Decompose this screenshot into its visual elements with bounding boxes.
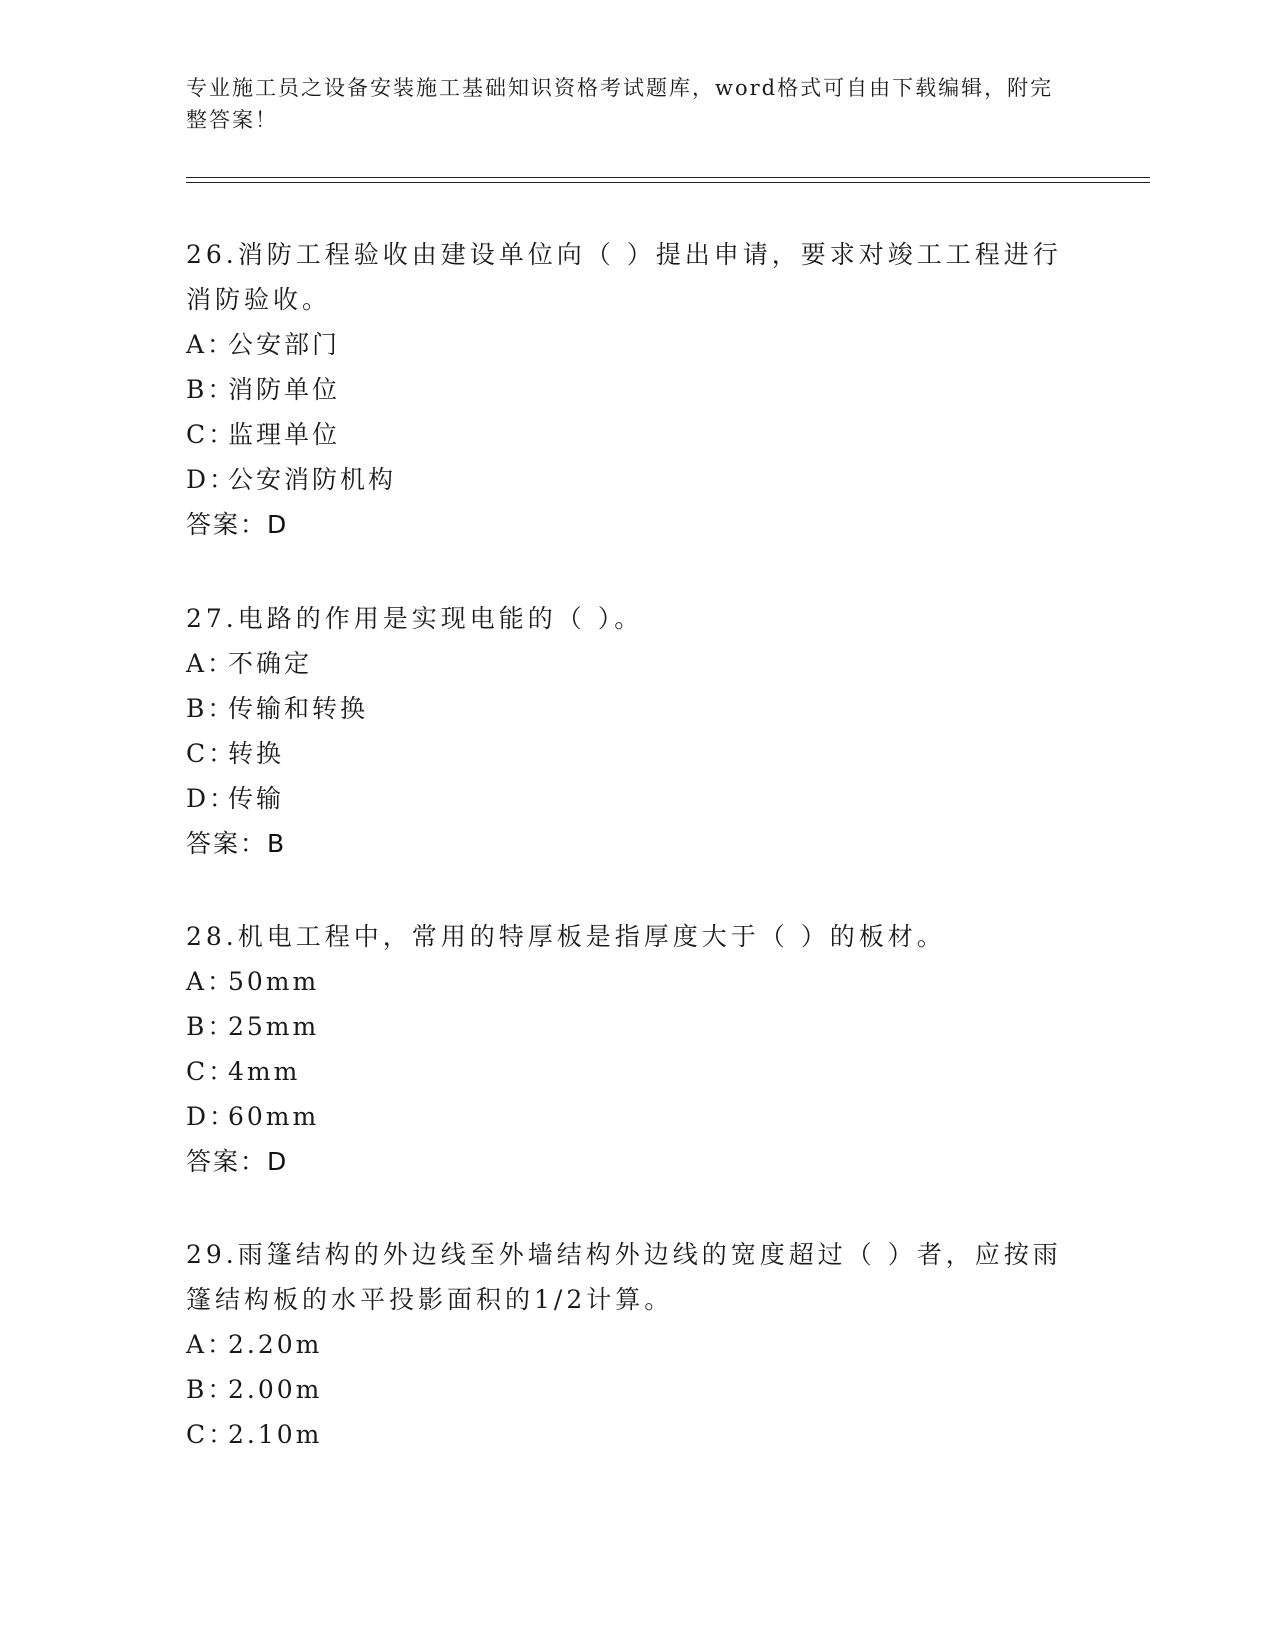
option-text: 转换 bbox=[228, 739, 285, 768]
header-divider-line bbox=[186, 177, 1150, 178]
option-b bbox=[186, 1367, 1066, 1412]
option-b bbox=[186, 686, 1066, 731]
option-text: 50mm bbox=[228, 967, 320, 996]
option-a bbox=[186, 641, 1066, 686]
option-a bbox=[186, 959, 1066, 1004]
option-letter: C： bbox=[186, 420, 237, 449]
option-c bbox=[186, 1412, 1066, 1457]
option-text: 2.00m bbox=[228, 1375, 323, 1404]
option-a bbox=[186, 322, 1066, 367]
question-28 bbox=[186, 914, 1066, 1184]
question-stem: 29.雨篷结构的外边线至外墙结构外边线的宽度超过（ ）者，应按雨篷结构板的水平投影面积的1/2计算。 bbox=[186, 1240, 1062, 1314]
option-letter: A： bbox=[186, 1330, 236, 1359]
option-text: 不确定 bbox=[228, 649, 313, 678]
option-c bbox=[186, 1049, 1066, 1094]
option-text: 2.20m bbox=[228, 1330, 323, 1359]
option-d bbox=[186, 776, 1066, 821]
question-stem: 28.机电工程中，常用的特厚板是指厚度大于（ ）的板材。 bbox=[186, 922, 946, 951]
header-divider-line bbox=[186, 182, 1150, 183]
option-text: 60mm bbox=[228, 1102, 320, 1131]
option-text: 监理单位 bbox=[228, 420, 341, 449]
question-stem: 26.消防工程验收由建设单位向（ ）提出申请，要求对竣工工程进行消防验收。 bbox=[186, 240, 1062, 314]
option-letter: A： bbox=[186, 649, 236, 678]
option-letter: C： bbox=[186, 1057, 237, 1086]
question-29 bbox=[186, 1232, 1066, 1457]
option-text: 传输和转换 bbox=[228, 694, 369, 723]
option-a bbox=[186, 1322, 1066, 1367]
option-letter: D： bbox=[186, 784, 238, 813]
option-c bbox=[186, 412, 1066, 457]
answer-line: 答案：D bbox=[186, 510, 289, 539]
option-text: 消防单位 bbox=[228, 375, 341, 404]
option-letter: B： bbox=[186, 1012, 236, 1041]
option-b bbox=[186, 367, 1066, 412]
question-stem: 27.电路的作用是实现电能的（ ）。 bbox=[186, 604, 644, 633]
option-letter: A： bbox=[186, 967, 236, 996]
option-letter: C： bbox=[186, 739, 237, 768]
option-letter: D： bbox=[186, 1102, 238, 1131]
document-header: 专业施工员之设备安装施工基础知识资格考试题库，word格式可自由下载编辑，附完整答案！ bbox=[186, 76, 1054, 132]
option-letter: D： bbox=[186, 465, 238, 494]
option-letter: C： bbox=[186, 1420, 237, 1449]
option-c bbox=[186, 731, 1066, 776]
option-text: 2.10m bbox=[228, 1420, 323, 1449]
option-text: 4mm bbox=[228, 1057, 301, 1086]
question-27 bbox=[186, 596, 1066, 866]
answer-line: 答案：B bbox=[186, 829, 287, 858]
option-text: 公安部门 bbox=[228, 330, 341, 359]
option-letter: B： bbox=[186, 375, 236, 404]
option-letter: B： bbox=[186, 694, 236, 723]
option-letter: B： bbox=[186, 1375, 236, 1404]
option-text: 传输 bbox=[228, 784, 285, 813]
option-text: 公安消防机构 bbox=[228, 465, 397, 494]
option-letter: A： bbox=[186, 330, 236, 359]
option-d bbox=[186, 457, 1066, 502]
option-d bbox=[186, 1094, 1066, 1139]
question-26 bbox=[186, 232, 1066, 547]
answer-line: 答案：D bbox=[186, 1147, 289, 1176]
option-b bbox=[186, 1004, 1066, 1049]
option-text: 25mm bbox=[228, 1012, 320, 1041]
